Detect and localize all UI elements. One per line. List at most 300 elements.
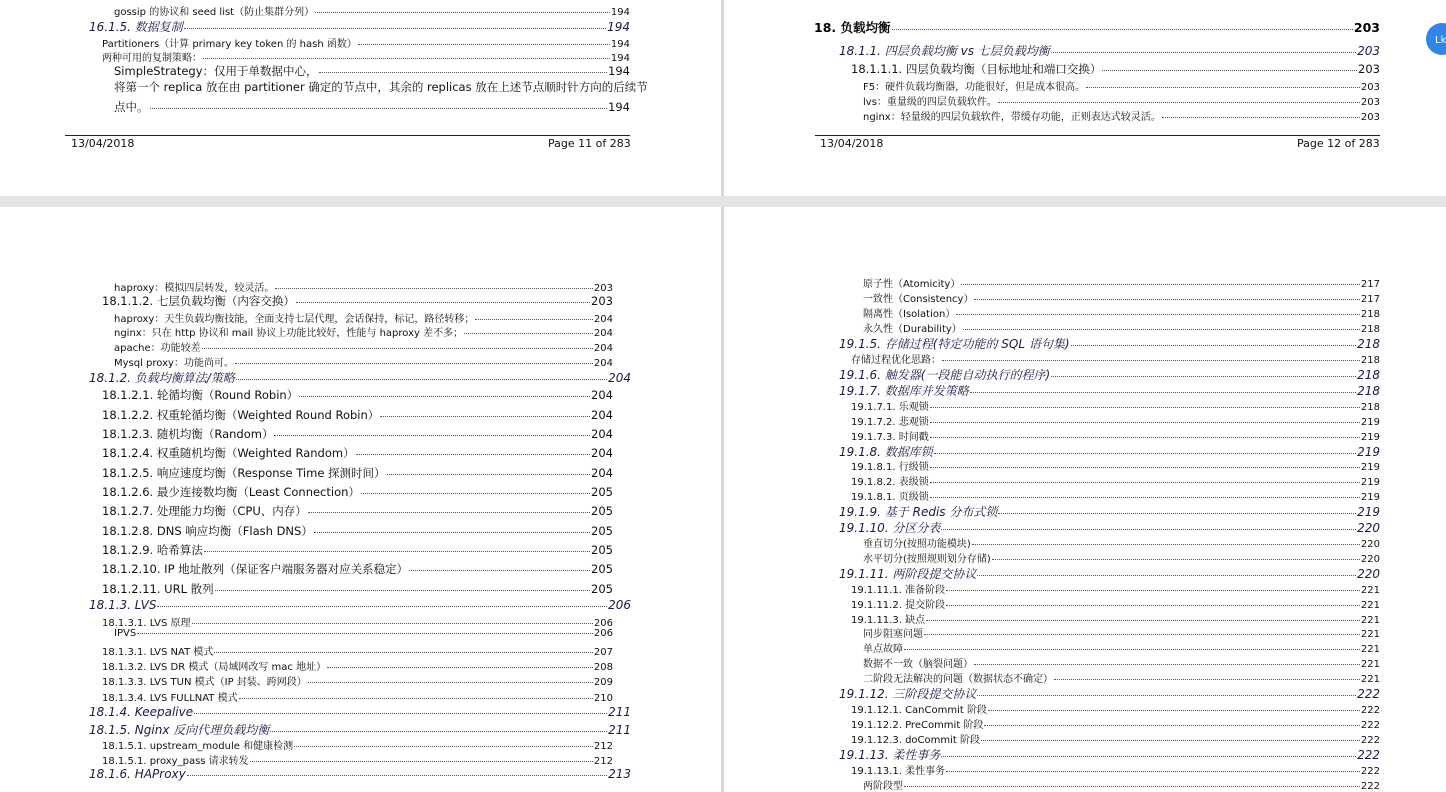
toc-entry-label: SimpleStrategy：仅用于单数据中心， [114,64,318,78]
toc-entry-label: IPVS [114,628,137,639]
toc-entry[interactable] [851,701,1380,716]
toc-entry-label: 18.1.3.1. LVS NAT 模式 [102,647,214,658]
toc-leader-dots [1054,679,1360,680]
toc-leader-dots [998,513,1356,514]
toc-entry[interactable] [863,550,1380,565]
toc-entry-page: 203 [1357,44,1380,58]
toc-entry-label: 19.1.11. 两阶段提交协议 [839,567,977,581]
toc-leader-dots [992,559,1360,560]
toc-entry-page: 205 [591,504,613,518]
toc-entry-label: 19.1.7.1. 乐观锁 [851,402,929,413]
toc-leader-dots [314,532,590,533]
toc-entry-page: 222 [1360,705,1380,716]
toc-entry-label: 水平切分(按照规则划分存储) [863,554,991,565]
toc-entry[interactable] [114,79,648,95]
toc-entry[interactable] [102,465,613,481]
toc-entry-label: 19.1.13.1. 柔性事务 [851,766,946,777]
toc-entry-page: 219 [1357,505,1380,519]
toc-entry-page: 222 [1357,748,1380,762]
toc-entry-label: nginx：只在 http 协议和 mail 协议上功能比较好，性能与 haproxy 差不多； [114,328,464,339]
toc-entry[interactable] [89,721,631,738]
toc-leader-dots [904,786,1360,787]
toc-entry[interactable] [814,18,1380,36]
toc-entry-page: 218 [1357,368,1380,382]
toc-entry-label: 18.1.2.11. URL 散列 [102,582,214,596]
toc-entry-page: 219 [1360,477,1380,488]
toc-leader-dots [926,620,1360,621]
toc-leader-dots [1071,345,1357,346]
toc-entry[interactable] [102,614,613,629]
toc-leader-dots [941,756,1356,757]
toc-entry-page: 194 [608,64,630,78]
toc-entry-label: 18.1.3. LVS [89,598,157,612]
toc-entry[interactable] [851,488,1380,503]
toc-entry-page: 218 [1357,384,1380,398]
toc-entry-label: 一致性（Consistency） [863,294,974,305]
horizontal-page-gap [0,196,1446,207]
toc-entry-label: 19.1.13. 柔性事务 [839,748,941,762]
footer-page-number: Page 12 of 283 [1297,137,1380,150]
toc-entry[interactable] [102,49,630,64]
toc-entry-label: 19.1.5. 存储过程(特定功能的 SQL 语句集) [839,337,1070,351]
toc-leader-dots [194,713,607,714]
toc-entry[interactable] [839,746,1380,763]
toc-entry-page: 206 [608,598,631,612]
toc-entry-label: 18.1.2.1. 轮循均衡（Round Robin） [102,388,299,402]
toc-entry-label: lvs：重量级的四层负载软件。 [863,97,997,108]
toc-leader-dots [192,623,593,624]
toc-entry-page: 208 [593,662,613,673]
toc-entry-page: 205 [591,524,613,538]
toc-leader-dots [941,529,1356,530]
toc-entry-page: 219 [1360,462,1380,473]
toc-entry[interactable] [102,426,613,442]
toc-entry[interactable] [114,324,613,339]
toc-entry[interactable] [114,339,613,354]
toc-entry[interactable] [114,279,613,294]
toc-leader-dots [930,407,1360,408]
toc-entry-page: 203 [1360,82,1380,93]
toc-entry-page: 205 [591,562,613,576]
toc-entry-label: 19.1.7.3. 时间戳 [851,432,929,443]
toc-entry[interactable] [851,716,1380,731]
toc-entry-page: 219 [1360,432,1380,443]
toc-entry-label: 18.1.4. Keepalive [89,705,194,719]
toc-entry-page: 221 [1360,585,1380,596]
toc-entry-label: Partitioners（计算 primary key token 的 hash 函数） [102,39,357,50]
toc-entry-page: 194 [608,100,630,114]
toc-entry-label: 19.1.8.2. 表级锁 [851,477,929,488]
toc-entry[interactable] [102,387,613,403]
toc-leader-dots [299,396,590,397]
toc-entry[interactable] [851,596,1380,611]
toc-entry-label: gossip 的协议和 seed list（防止集群分列） [114,7,315,18]
toc-entry-page: 204 [593,343,613,354]
toc-leader-dots [961,284,1360,285]
toc-leader-dots [956,314,1360,315]
toc-entry-label: 18.1.2.4. 权重随机均衡（Weighted Random） [102,446,355,460]
toc-entry[interactable] [863,108,1380,123]
toc-entry-label: 18.1.2.10. IP 地址散列（保证客户端服务器对应关系稳定） [102,562,409,576]
toc-entry-label: 18.1.1.1. 四层负载均衡（目标地址和端口交换） [851,62,1102,76]
toc-entry-page: 203 [1360,97,1380,108]
toc-entry[interactable] [839,42,1380,59]
toc-entry-page: 220 [1357,567,1380,581]
toc-leader-dots [308,682,593,683]
toc-leader-dots [977,575,1356,576]
toc-leader-dots [988,710,1360,711]
toc-entry-page: 194 [607,20,630,34]
toc-entry[interactable] [89,767,631,781]
toc-leader-dots [236,379,607,380]
toc-leader-dots [215,590,590,591]
toc-entry-label: 19.1.11.1. 准备阶段 [851,585,946,596]
toc-leader-dots [187,775,607,776]
toc-entry[interactable] [851,581,1380,596]
toc-entry-label: 19.1.10. 分区分表 [839,521,941,535]
toc-entry-label: 18.1.2. 负载均衡算法/策略 [89,371,235,385]
toc-entry-page: 222 [1360,720,1380,731]
toc-leader-dots [270,731,607,732]
toc-entry-label: 18.1.1. 四层负载均衡 vs 七层负载均衡 [839,44,1050,58]
toc-leader-dots [904,649,1360,650]
toc-entry-label: 18.1.3.4. LVS FULLNAT 模式 [102,693,238,704]
toc-entry-page: 222 [1360,781,1380,792]
toc-entry-page: 220 [1360,539,1380,550]
toc-leader-dots [275,288,593,289]
toc-entry-label: 18.1.2.9. 哈希算法 [102,543,203,557]
toc-entry-page: 203 [1358,62,1380,76]
toc-entry-label: 19.1.7. 数据库并发策略 [839,384,969,398]
toc-entry-page: 204 [591,388,613,402]
toc-entry-label: 垂直切分(按照功能模块) [863,539,971,550]
toc-entry-label: 18.1.3.3. LVS TUN 模式（IP 封装、跨网段） [102,677,307,688]
page-12 [724,0,1446,196]
toc-entry[interactable] [863,275,1380,290]
toc-entry-label: 19.1.9. 基于 Redis 分布式锁 [839,505,998,519]
toc-entry-label: 18.1.2.7. 处理能力均衡（CPU、内存） [102,504,307,518]
toc-entry-label: 18.1.3.2. LVS DR 模式（局域网改写 mac 地址） [102,662,327,673]
toc-entry-label: 18.1.2.5. 响应速度均衡（Response Time 探测时间） [102,466,386,480]
toc-entry-label: 18.1.1.2. 七层负载均衡（内容交换） [102,294,295,308]
toc-entry[interactable] [863,535,1380,550]
toc-leader-dots [946,771,1360,772]
toc-entry-label: 18.1.2.2. 权重轮循均衡（Weighted Round Robin） [102,408,380,422]
toc-entry[interactable] [863,93,1380,108]
toc-entry[interactable] [114,354,613,369]
toc-entry-page: 218 [1360,309,1380,320]
toc-entry[interactable] [863,655,1380,670]
toc-entry-label: 19.1.8.1. 行级锁 [851,462,929,473]
toc-leader-dots [972,544,1360,545]
toc-entry[interactable] [851,413,1380,428]
toc-entry[interactable] [839,503,1380,520]
toc-leader-dots [963,329,1360,330]
toc-leader-dots [274,435,590,436]
toc-entry[interactable] [114,99,630,115]
toc-leader-dots [930,467,1360,468]
toc-entry-page: 218 [1357,337,1380,351]
toc-entry-page: 221 [1360,629,1380,640]
toc-entry[interactable] [102,643,613,658]
toc-entry-label: 18.1.6. HAProxy [89,767,186,781]
toc-entry[interactable] [102,561,613,577]
toc-leader-dots [974,299,1359,300]
toc-entry-label: 16.1.5. 数据复制 [89,20,183,34]
toc-entry[interactable] [839,366,1380,383]
toc-entry-label: 19.1.12.2. PreCommit 阶段 [851,720,984,731]
toc-leader-dots [924,634,1360,635]
toc-entry[interactable] [851,458,1380,473]
toc-entry[interactable] [114,628,613,639]
toc-entry-page: 205 [591,485,613,499]
toc-entry-label: 18.1.2.8. DNS 响应均衡（Flash DNS） [102,524,313,538]
toc-leader-dots [970,392,1356,393]
toc-leader-dots [930,437,1360,438]
toc-entry-page: 221 [1360,615,1380,626]
toc-leader-dots [296,302,590,303]
toc-entry-page: 221 [1360,600,1380,611]
svg-text:Lk: Lk [1435,35,1446,46]
toc-leader-dots [934,453,1356,454]
toc-entry-label: 19.1.12. 三阶段提交协议 [839,687,977,701]
toc-leader-dots [977,695,1356,696]
page-14 [724,207,1446,792]
toc-entry-label: 18. 负载均衡 [814,20,891,35]
toc-entry-page: 211 [608,705,631,719]
toc-entry-label: nginx：轻量级的四层负载软件，带缓存功能，正则表达式较灵活。 [863,112,1161,123]
toc-entry-page: 212 [593,756,613,767]
toc-leader-dots [250,761,593,762]
toc-entry-page: 204 [591,408,613,422]
toc-entry-label: 点中。 [114,100,149,114]
toc-entry-label: 两种可用的复制策略： [102,53,202,64]
toc-leader-dots [235,363,593,364]
toc-entry[interactable] [851,473,1380,488]
toc-leader-dots [308,512,590,513]
toc-entry-page: 204 [593,314,613,325]
toc-entry-page: 213 [608,767,631,781]
toc-entry[interactable] [863,320,1380,335]
toc-entry-label: Mysql proxy：功能尚可。 [114,358,234,369]
toc-entry-label: 19.1.11.2. 提交阶段 [851,600,946,611]
toc-entry[interactable] [851,731,1380,746]
toc-entry[interactable] [102,407,613,423]
toc-leader-dots [214,652,593,653]
toc-entry-label: apache：功能较差 [114,343,201,354]
toc-entry-label: 18.1.2.3. 随机均衡（Random） [102,427,274,441]
toc-entry[interactable] [102,35,630,50]
toc-entry[interactable] [114,310,613,325]
toc-entry[interactable] [863,78,1380,93]
toc-entry-label: 同步阻塞问题 [863,629,923,640]
toc-leader-dots [356,454,590,455]
toc-entry-page: 207 [593,647,613,658]
footer-rule [815,135,1380,136]
toc-entry-page: 218 [1360,324,1380,335]
toc-entry-page: 194 [610,53,630,64]
toc-leader-dots [942,360,1360,361]
toc-entry-page: 206 [593,628,613,639]
toc-entry[interactable] [851,428,1380,443]
toc-entry[interactable] [102,503,613,519]
toc-entry-page: 219 [1360,492,1380,503]
toc-entry-page: 205 [591,582,613,596]
toc-entry-page: 220 [1360,554,1380,565]
toc-entry-label: 19.1.8.1. 页级锁 [851,492,929,503]
toc-leader-dots [930,422,1360,423]
toc-leader-dots [974,664,1360,665]
toc-entry[interactable] [851,61,1380,77]
toc-entry[interactable] [851,762,1380,777]
toc-entry[interactable] [114,3,630,18]
toc-entry-label: 19.1.12.3. doCommit 阶段 [851,735,980,746]
toc-leader-dots [930,497,1360,498]
toc-entry-page: 203 [593,283,613,294]
toc-entry-label: 原子性（Atomicity） [863,279,961,290]
toc-entry[interactable] [102,752,613,767]
toc-entry-label: 19.1.7.2. 悲观锁 [851,417,929,428]
toc-entry-page: 203 [591,294,613,308]
toc-entry-label: 18.1.5.1. upstream_module 和健康检测 [102,741,294,752]
footer-rule [65,135,630,136]
toc-entry-label: 19.1.12.1. CanCommit 阶段 [851,705,987,716]
toc-entry-label: F5：硬件负载均衡器，功能很好，但是成本很高。 [863,82,1086,93]
toc-entry-page: 217 [1360,294,1380,305]
toc-entry[interactable] [851,351,1380,366]
toc-entry[interactable] [863,640,1380,655]
toc-leader-dots [294,746,593,747]
toc-entry[interactable] [839,335,1380,352]
toc-entry-label: haproxy：模拟四层转发，较灵活。 [114,283,275,294]
toc-leader-dots [202,348,593,349]
toc-leader-dots [475,319,593,320]
toc-entry-page: 204 [591,446,613,460]
toc-entry-label: 19.1.6. 触发器(一段能自动执行的程序) [839,368,1051,382]
toc-entry[interactable] [102,689,613,704]
toc-entry-page: 204 [591,466,613,480]
toc-entry[interactable] [102,293,613,309]
toc-entry-label: 单点故障 [863,644,903,655]
toc-leader-dots [387,474,591,475]
toc-leader-dots [409,570,590,571]
toc-entry-page: 221 [1360,644,1380,655]
toc-entry[interactable] [863,290,1380,305]
toc-entry-page: 204 [608,371,631,385]
toc-entry-page: 217 [1360,279,1380,290]
toc-leader-dots [327,667,593,668]
toc-entry[interactable] [839,685,1380,702]
toc-entry[interactable] [102,581,613,597]
toc-entry-page: 220 [1357,521,1380,535]
toc-entry-page: 209 [593,677,613,688]
toc-entry[interactable] [89,369,631,386]
toc-entry[interactable] [839,519,1380,536]
toc-leader-dots [930,482,1360,483]
toc-entry-page: 222 [1357,687,1380,701]
toc-entry[interactable] [102,484,613,500]
toc-entry[interactable] [863,670,1380,685]
toc-entry[interactable] [863,777,1380,792]
toc-entry-page: 210 [593,693,613,704]
toc-entry-page: 218 [1360,355,1380,366]
toc-entry-page: 221 [1360,674,1380,685]
toc-entry-label: 数据不一致（脑裂问题） [863,659,973,670]
footer-page-number: Page 11 of 283 [548,137,631,150]
toc-entry[interactable] [102,737,613,752]
toc-entry-page: 211 [608,723,631,737]
translate-glyph [1435,32,1446,46]
toc-entry-label: 18.1.5.1. proxy_pass 请求转发 [102,756,249,767]
toc-leader-dots [204,551,590,552]
toc-entry-label: 将第一个 replica 放在由 partitioner 确定的节点中，其余的 replicas 放在上述节点顺时针方向的后续节 [114,80,648,94]
footer-date: 13/04/2018 [71,137,135,150]
page-11 [0,0,721,196]
toc-leader-dots [946,605,1360,606]
toc-entry-page: 204 [591,427,613,441]
toc-entry[interactable] [102,445,613,461]
toc-entry[interactable] [114,63,630,79]
toc-entry[interactable] [102,523,613,539]
toc-entry-label: 二阶段无法解决的问题（数据状态不确定） [863,674,1053,685]
toc-entry-page: 219 [1360,417,1380,428]
toc-entry-page: 203 [1353,20,1380,35]
toc-leader-dots [157,606,607,607]
toc-leader-dots [137,633,593,634]
toc-entry[interactable] [863,305,1380,320]
toc-entry-page: 212 [593,741,613,752]
toc-entry[interactable] [102,673,613,688]
toc-leader-dots [239,698,593,699]
toc-entry-label: 隔离性（Isolation） [863,309,956,320]
toc-leader-dots [361,493,590,494]
toc-leader-dots [984,725,1359,726]
toc-entry[interactable] [89,18,630,35]
toc-entry[interactable] [839,382,1380,399]
toc-entry-page: 206 [593,618,613,629]
toc-entry-page: 219 [1357,445,1380,459]
toc-entry-label: haproxy：天生负载均衡技能，全面支持七层代理，会话保持，标记，路径转移； [114,314,475,325]
toc-entry[interactable] [851,611,1380,626]
toc-leader-dots [981,740,1360,741]
toc-entry-label: 19.1.8. 数据库锁 [839,445,933,459]
toc-entry[interactable] [839,565,1380,582]
toc-entry-page: 194 [610,7,630,18]
toc-entry-label: 18.1.5. Nginx 反向代理负载均衡 [89,723,270,737]
toc-entry-label: 18.1.2.6. 最少连接数均衡（Least Connection） [102,485,360,499]
toc-entry-page: 194 [610,39,630,50]
toc-entry-label: 永久性（Durability） [863,324,962,335]
toc-entry-label: 存储过程优化思路： [851,355,941,366]
toc-entry[interactable] [89,598,631,612]
toc-entry-label: 两阶段型 [863,781,903,792]
toc-entry-page: 203 [1360,112,1380,123]
toc-entry-page: 221 [1360,659,1380,670]
toc-entry[interactable] [102,542,613,558]
toc-entry-label: 19.1.11.3. 缺点 [851,615,926,626]
toc-entry-page: 205 [591,543,613,557]
toc-leader-dots [946,590,1360,591]
toc-entry-page: 222 [1360,766,1380,777]
toc-entry-label: 18.1.3.1. LVS 原理 [102,618,191,629]
toc-entry[interactable] [89,705,631,719]
toc-entry[interactable] [863,625,1380,640]
toc-leader-dots [464,333,593,334]
toc-entry[interactable] [851,398,1380,413]
page-13 [0,207,721,792]
toc-entry[interactable] [102,658,613,673]
toc-entry-page: 218 [1360,402,1380,413]
